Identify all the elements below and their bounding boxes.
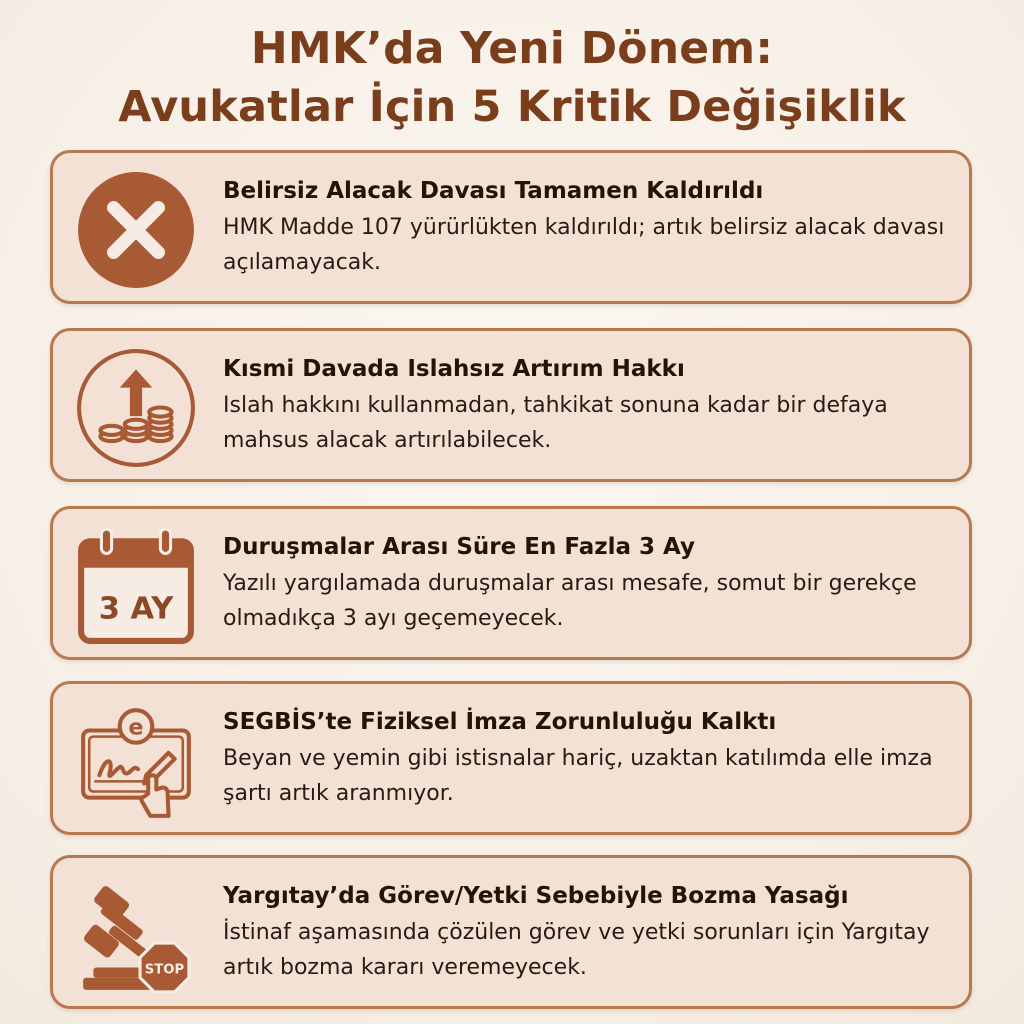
- e-signature-icon: [75, 700, 197, 822]
- card-heading: Duruşmalar Arası Süre En Fazla 3 Ay: [223, 534, 696, 560]
- change-card-reversal-ban: [50, 855, 972, 1009]
- title-line-1: HMK’da Yeni Dönem:: [250, 23, 774, 74]
- card-heading: Yargıtay’da Görev/Yetki Sebebiyle Bozma Yasağı: [223, 883, 849, 909]
- card-body: Beyan ve yemin gibi istisnalar hariç, uzaktan katılımda elle imza şartı artık aranmıyor.: [223, 746, 933, 806]
- stop-sign-label: STOP: [144, 962, 185, 978]
- change-card-abolished-claim: [50, 150, 972, 304]
- card-body: Islah hakkını kullanmadan, tahkikat sonuna kadar bir defaya mahsus alacak artırılabilecek.: [223, 393, 888, 453]
- close-circle-icon: [75, 169, 197, 291]
- gavel-stop-icon: [75, 874, 197, 996]
- card-heading: Belirsiz Alacak Davası Tamamen Kaldırıldı: [223, 178, 764, 204]
- card-body: HMK Madde 107 yürürlükten kaldırıldı; artık belirsiz alacak davası açılamayacak.: [223, 215, 945, 275]
- page-title: [0, 20, 1024, 136]
- title-line-2: Avukatlar İçin 5 Kritik Değişiklik: [118, 82, 906, 132]
- card-body: Yazılı yargılamada duruşmalar arası mesafe, somut bir gerekçe olmadıkça 3 ayı geçemeyecek.: [223, 571, 917, 631]
- change-card-hearing-interval: [50, 506, 972, 660]
- change-card-segbis-signature: [50, 681, 972, 835]
- card-heading: Kısmi Davada Islahsız Artırım Hakkı: [223, 356, 685, 382]
- card-body: İstinaf aşamasında çözülen görev ve yetki sorunları için Yargıtay artık bozma kararı veremeyecek.: [223, 920, 930, 980]
- card-heading: SEGBİS’te Fiziksel İmza Zorunluluğu Kalktı: [223, 709, 777, 735]
- e-letter: e: [128, 714, 144, 741]
- calendar-label: 3 AY: [98, 591, 174, 627]
- coins-arrow-up-icon: [75, 347, 197, 469]
- calendar-icon: [75, 525, 197, 647]
- change-card-partial-claim: [50, 328, 972, 482]
